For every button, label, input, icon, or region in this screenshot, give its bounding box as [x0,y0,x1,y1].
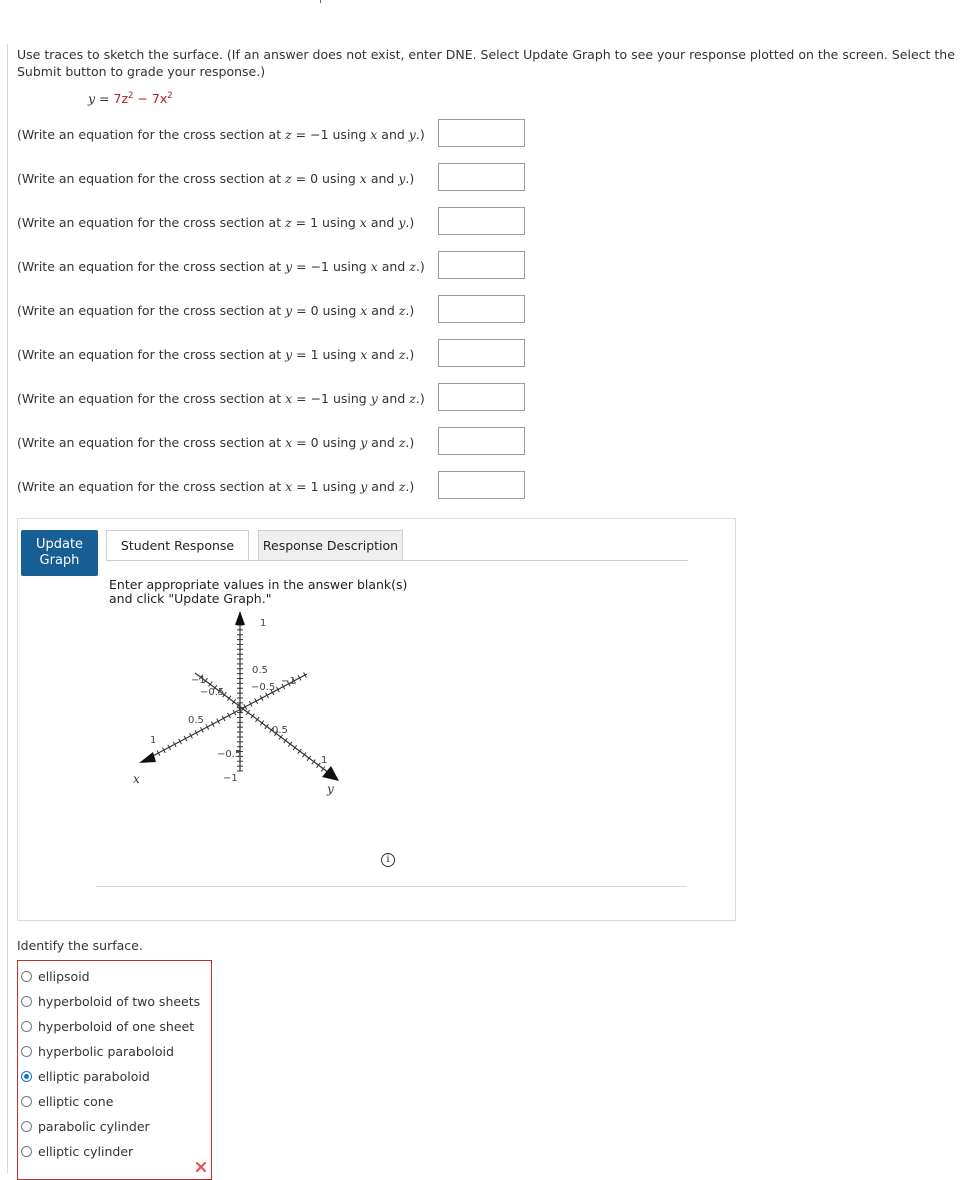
x-axis-arrow [139,752,156,763]
option-elliptic-paraboloid[interactable] [21,1069,150,1087]
option-hyperbolic-paraboloid[interactable] [21,1044,174,1062]
equation-equals: = [99,91,110,106]
question-text: (Write an equation for the cross section at y = −1 using x and z.) [17,259,425,274]
y-tick-label-1: 1 [321,755,328,766]
option-hyperboloid-two-sheets[interactable] [21,994,200,1012]
question-text: (Write an equation for the cross section at y = 0 using x and z.) [17,303,415,318]
option-elliptic-cone[interactable] [21,1094,113,1112]
question-row [17,339,537,371]
question-row [17,207,537,239]
option-hyperboloid-one-sheet[interactable] [21,1019,194,1037]
answer-input-z-1[interactable] [438,207,525,235]
instructions-text: Use traces to sketch the surface. (If an answer does not exist, enter DNE. Select Update Graph to see your response plotted on the screen. Select the Submit button to grade your response.) [17,47,955,79]
graph-instructions: Enter appropriate values in the answer blank(s) and click "Update Graph." [109,577,408,606]
info-icon[interactable]: i [381,853,395,867]
radio-button[interactable] [21,1096,32,1107]
question-text: (Write an equation for the cross section at z = 1 using x and y.) [17,215,415,230]
radio-button[interactable] [21,971,32,982]
question-text: (Write an equation for the cross section at y = 1 using x and z.) [17,347,415,362]
question-row [17,163,537,195]
answer-input-z-neg1[interactable] [438,119,525,147]
y-tick-label-neg-0.5: −0.5 [200,687,225,698]
option-label: hyperbolic paraboloid [38,1044,174,1059]
answer-input-y-neg1[interactable] [438,251,525,279]
option-label: elliptic paraboloid [38,1069,150,1084]
x-tick-label-1: 1 [150,735,157,746]
update-graph-button[interactable] [21,530,98,576]
radio-button[interactable] [21,1146,32,1157]
answer-input-y-1[interactable] [438,339,525,367]
radio-button[interactable] [21,1021,32,1032]
x-tick-label-neg-0.5: −0.5 [251,682,276,693]
question-row [17,295,537,327]
tab-divider [106,560,688,561]
question-text: (Write an equation for the cross section at z = 0 using x and y.) [17,171,415,186]
tab-response-description[interactable]: Response Description [258,530,403,561]
z-tick-label-neg-0.5: −0.5 [217,749,242,760]
y-axis-arrow [322,766,339,781]
x-tick-label-0.5: 0.5 [188,715,204,726]
question-text: (Write an equation for the cross section at x = −1 using y and z.) [17,391,425,406]
update-button-label-line2: Graph [39,553,80,568]
x-axis-label: x [133,772,140,786]
y-tick-label-neg-1: −1 [191,675,206,686]
equation-lhs: y [88,91,96,106]
option-parabolic-cylinder[interactable] [21,1119,150,1137]
top-marker [320,0,321,3]
equation-term2: 7x [151,91,168,106]
z-tick-label-1: 1 [260,618,267,629]
option-label: hyperboloid of one sheet [38,1019,195,1034]
answer-input-z-0[interactable] [438,163,525,191]
option-label: ellipsoid [38,969,90,984]
z-tick-label-0.5: 0.5 [252,665,268,676]
answer-input-x-neg1[interactable] [438,383,525,411]
question-row [17,251,537,283]
radio-button[interactable] [21,1121,32,1132]
option-label: elliptic cylinder [38,1144,134,1159]
answer-input-y-0[interactable] [438,295,525,323]
update-button-label-line1: Update [35,537,84,552]
incorrect-x-icon [195,1160,207,1173]
question-row [17,471,537,503]
z-axis-arrow [235,611,245,625]
answer-input-x-1[interactable] [438,471,525,499]
equation-exp2: 2 [167,91,173,101]
left-divider [7,44,8,1173]
identify-prompt: Identify the surface. [17,938,143,953]
answer-input-x-0[interactable] [438,427,525,455]
equation-minus: − [137,91,148,106]
question-row [17,383,537,415]
radio-button[interactable] [21,1046,32,1057]
z-tick-label-neg-1: −1 [223,773,238,784]
option-label: parabolic cylinder [38,1119,150,1134]
question-row [17,427,537,459]
surface-options [17,960,212,1180]
tab-student-response[interactable]: Student Response [106,530,249,561]
option-ellipsoid[interactable] [21,969,90,987]
option-label: elliptic cone [38,1094,114,1109]
surface-equation [88,91,173,106]
y-axis-label: y [327,782,334,796]
equation-exp1: 2 [128,91,134,101]
question-text: (Write an equation for the cross section at z = −1 using x and y.) [17,127,425,142]
question-text: (Write an equation for the cross section at x = 0 using y and z.) [17,435,415,450]
equation-term1: 7z [113,91,129,106]
y-tick-label-0.5: 0.5 [272,725,288,736]
radio-button-selected[interactable] [21,1071,32,1082]
x-tick-label-neg-1: −1 [281,676,296,687]
radio-button[interactable] [21,996,32,1007]
option-elliptic-cylinder[interactable] [21,1144,133,1162]
question-row [17,119,537,151]
graph-bottom-divider [96,886,687,887]
option-label: hyperboloid of two sheets [38,994,201,1009]
3d-axes-plot [117,611,357,801]
graph-panel [17,518,736,921]
question-text: (Write an equation for the cross section at x = 1 using y and z.) [17,479,415,494]
